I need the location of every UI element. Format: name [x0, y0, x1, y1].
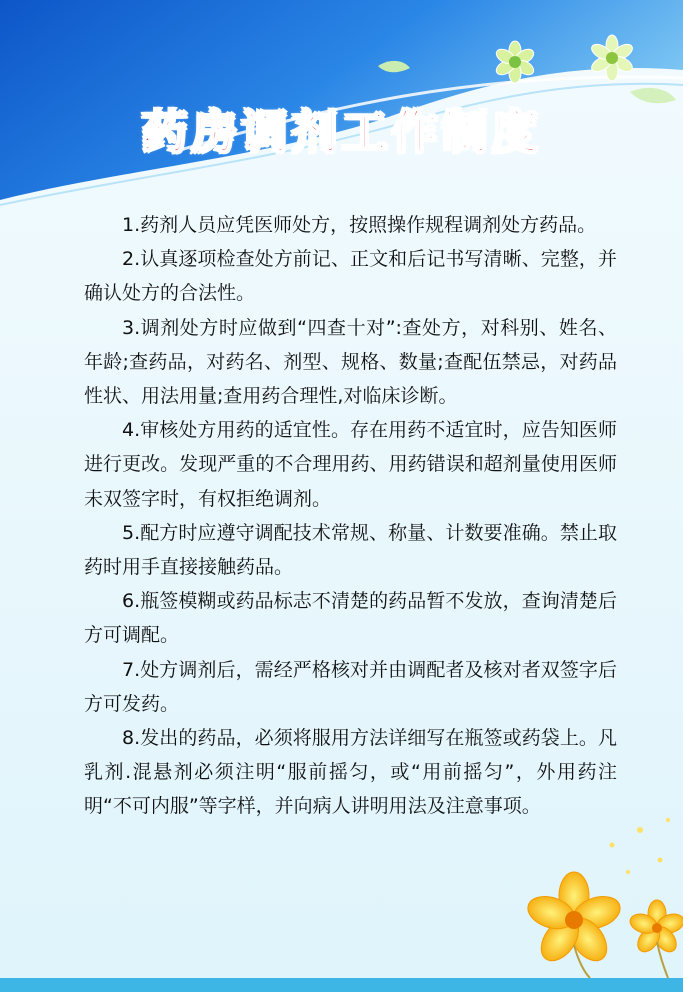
- rule-paragraph-1: 1.药剂人员应凭医师处方，按照操作规程调剂处方药品。: [122, 214, 597, 236]
- rule-paragraph-2: 2.认真逐项检查处方前记、正文和后记书写清晰、完整，并确认处方的合法性。: [84, 248, 617, 305]
- rule-paragraph-6: 6.瓶签模糊或药品标志不清楚的药品暂不发放，查询清楚后方可调配。: [84, 590, 617, 647]
- rules-body: [84, 208, 617, 824]
- rule-paragraph-8: 8.发出的药品，必须将服用方法详细写在瓶签或药袋上。凡乳剂.混悬剂必须注明“服前摇匀，或“用前摇匀”，外用药注明“不可内服”等字样，并向病人讲明用法及注意事项。: [84, 727, 617, 818]
- rule-paragraph-3: 3.调剂处方时应做到“四查十对”:查处方，对科别、姓名、年龄;查药品，对药名、剂型、规格、数量;查配伍禁忌，对药品性状、用法用量;查用药合理性,对临床诊断。: [84, 316, 617, 408]
- rule-paragraph-4: 4.审核处方用药的适宜性。存在用药不适宜时，应告知医师进行更改。发现严重的不合理用药、用药错误和超剂量使用医师未双签字时，有权拒绝调剂。: [84, 419, 617, 510]
- rule-paragraph-5: 5.配方时应遵守调配技术常规、称量、计数要准确。禁止取药时用手直接接触药品。: [84, 521, 617, 579]
- rule-paragraph-7: 7.处方调剂后，需经严格核对并由调配者及核对者双签字后方可发药。: [84, 658, 617, 715]
- bottom-stripe: [0, 978, 683, 992]
- page-title: 药房调剂工作制度: [141, 105, 542, 159]
